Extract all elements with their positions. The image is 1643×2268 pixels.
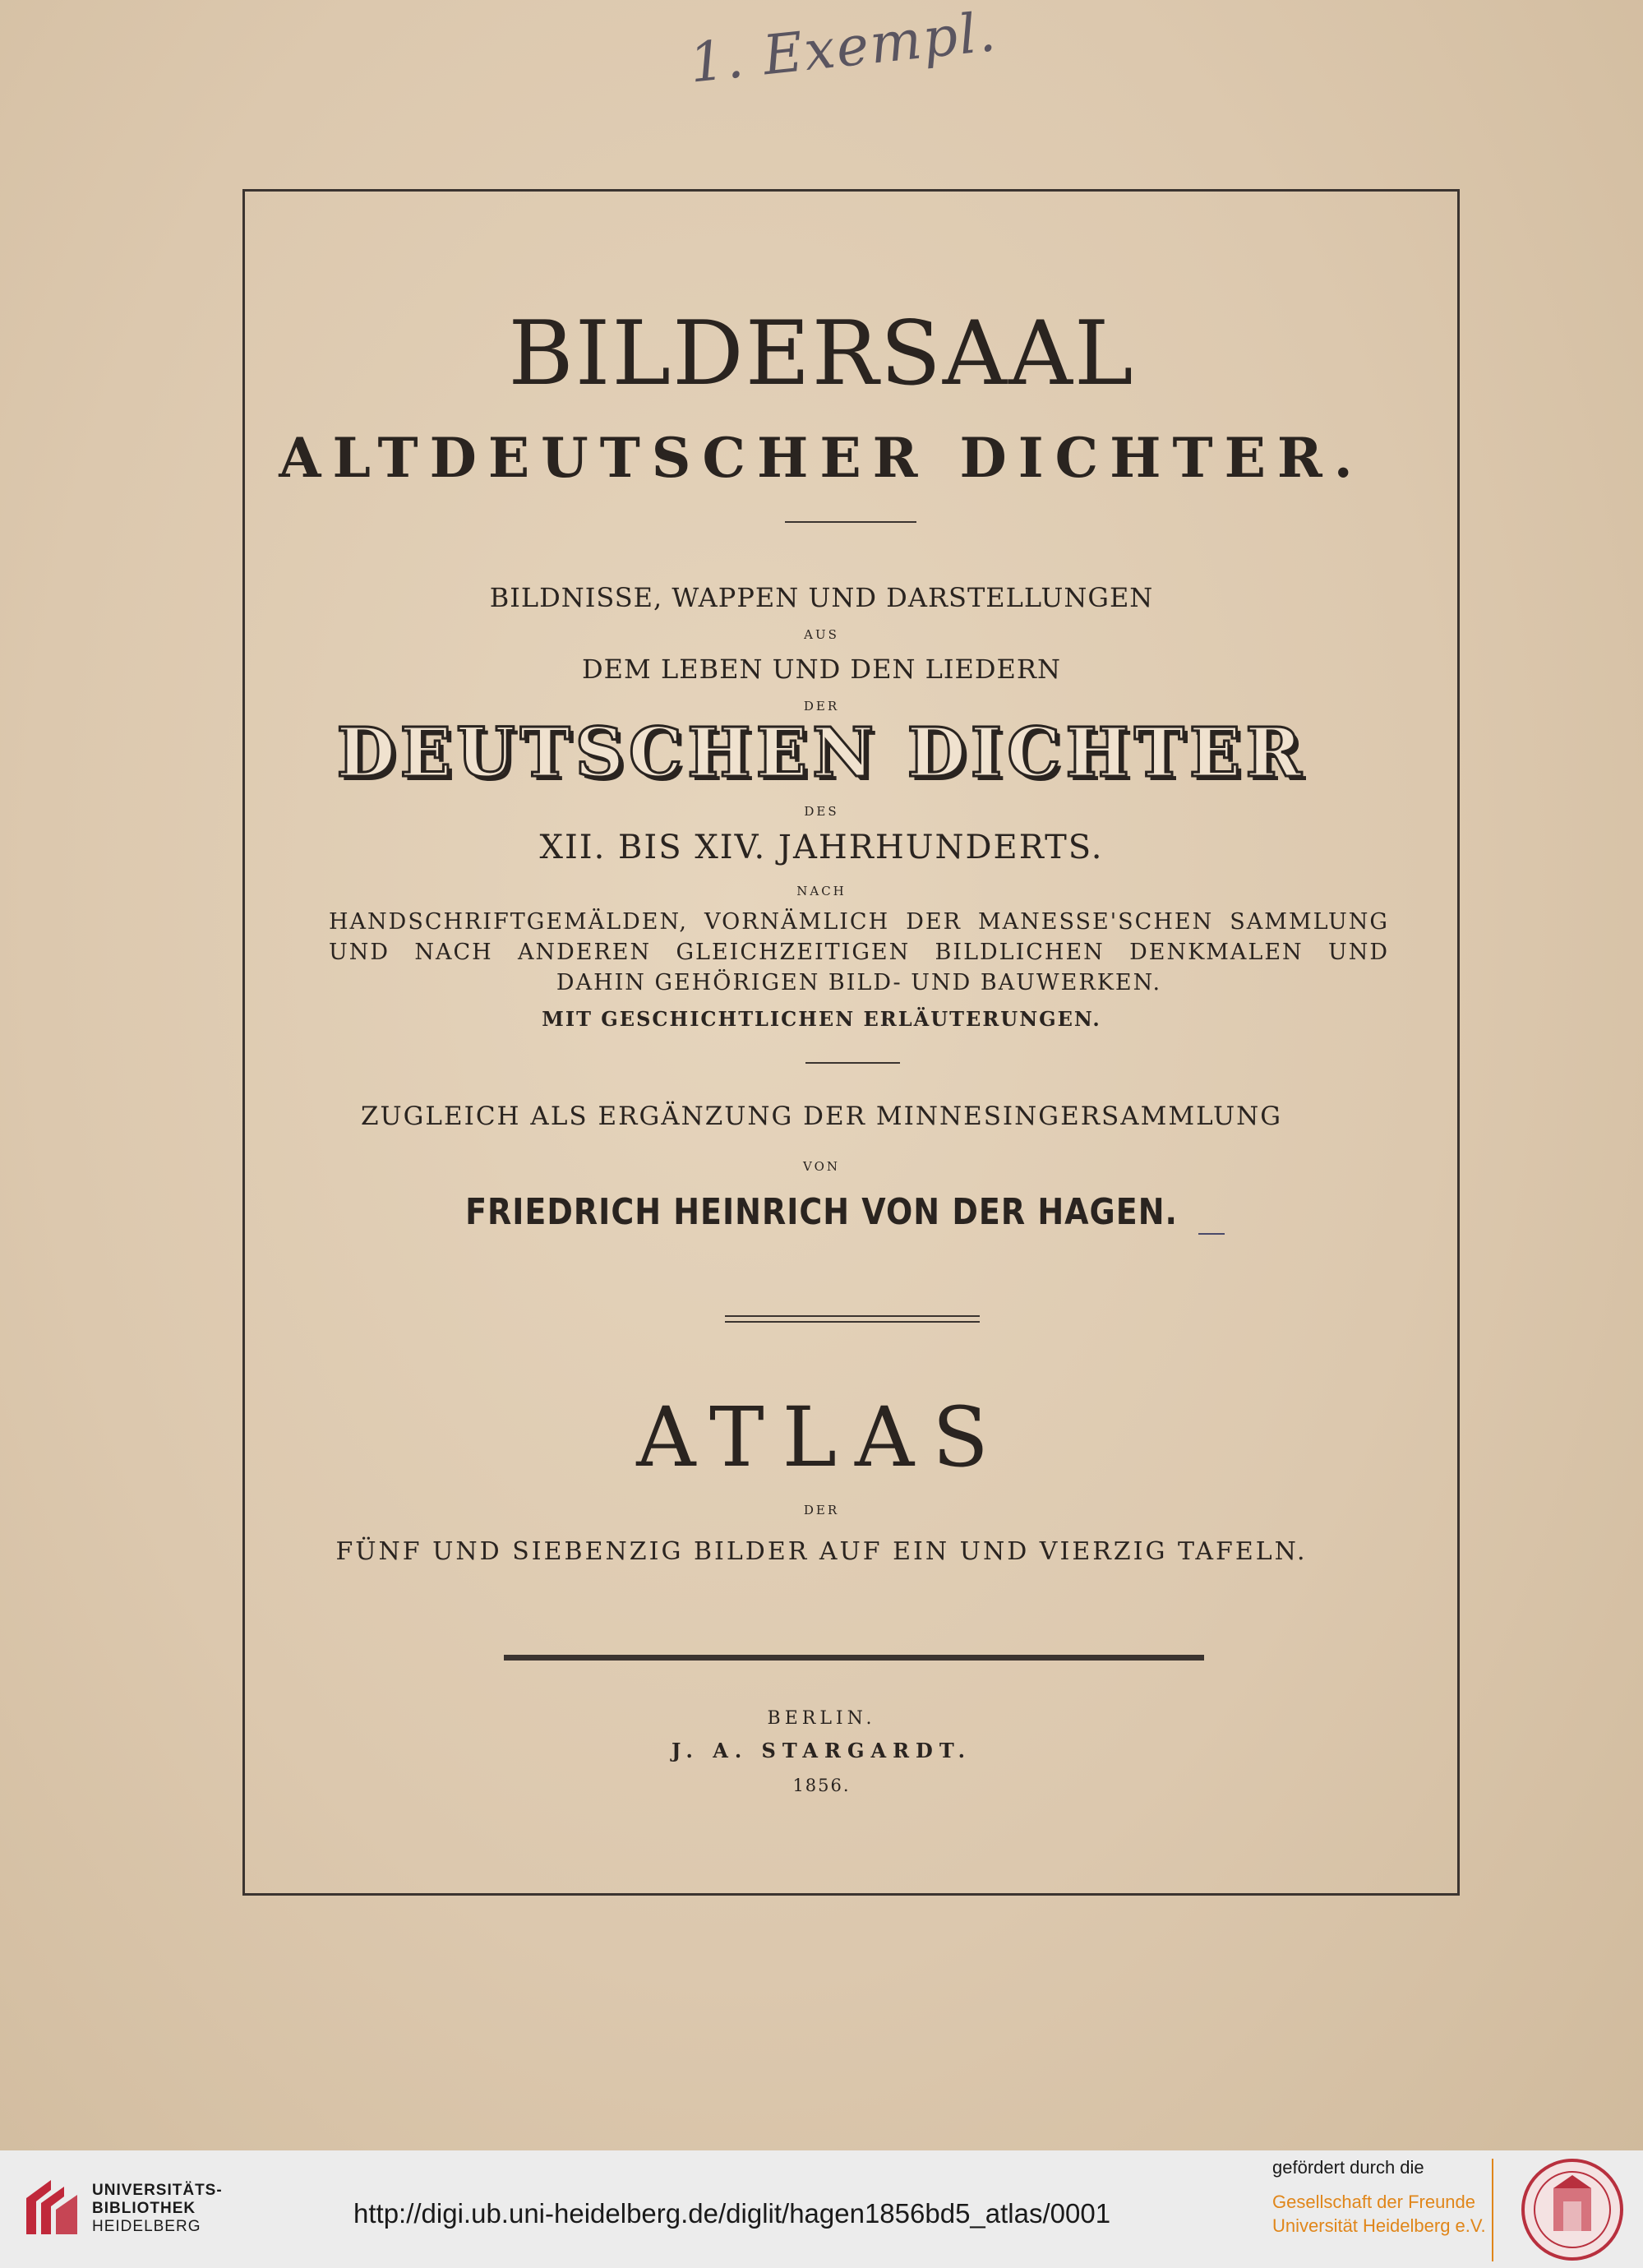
publication-year: 1856. bbox=[792, 1776, 851, 1795]
decorative-heading: DEUTSCHEN DICHTER bbox=[336, 714, 1307, 792]
connector-von: VON bbox=[803, 1159, 840, 1174]
connector-aus: AUS bbox=[804, 627, 839, 642]
sponsor-name-line-2: Universität Heidelberg e.V. bbox=[1272, 2215, 1486, 2236]
atlas-title: ATLAS bbox=[636, 1389, 1007, 1485]
divider-3a bbox=[725, 1315, 980, 1317]
subtitle: ALTDEUTSCHER DICHTER. bbox=[279, 426, 1364, 490]
publisher-name: J. A. STARGARDT. bbox=[672, 1739, 971, 1762]
library-name bbox=[92, 2182, 223, 2236]
publisher-city: BERLIN. bbox=[767, 1708, 876, 1729]
description-body: HANDSCHRIFTGEMÄLDEN, VORNÄMLICH DER MANESSE'SCHEN SAMMLUNG UND NACH ANDEREN GLEICHZEITIGEN BILDLICHEN DENKMALEN UND DAHIN GEHÖRIGEN BILD- UND BAUWERKEN. bbox=[329, 909, 1389, 995]
heavy-rule bbox=[504, 1655, 1204, 1661]
author-dash bbox=[1198, 1233, 1225, 1235]
supplement-line: ZUGLEICH ALS ERGÄNZUNG DER MINNESINGERSAMMLUNG bbox=[360, 1102, 1283, 1131]
description-line-2: DEM LEBEN UND DEN LIEDERN bbox=[582, 654, 1061, 685]
description-line-1: BILDNISSE, WAPPEN UND DARSTELLUNGEN bbox=[489, 582, 1154, 613]
divider-3b bbox=[725, 1321, 980, 1323]
library-name-line-1: UNIVERSITÄTS- bbox=[92, 2182, 223, 2199]
connector-nach: NACH bbox=[796, 884, 847, 898]
university-seal-icon bbox=[1511, 2155, 1634, 2264]
connector-des: DES bbox=[804, 804, 839, 819]
divider-1 bbox=[785, 521, 916, 523]
footer-bar bbox=[0, 2150, 1643, 2268]
description-line-3: XII. BIS XIV. JAHRHUNDERTS. bbox=[539, 829, 1104, 866]
description-line-4: MIT GESCHICHTLICHEN ERLÄUTERUNGEN. bbox=[542, 1007, 1101, 1031]
handwritten-note: 1. Exempl. bbox=[686, 0, 1000, 95]
sponsor-name-line-1: Gesellschaft der Freunde bbox=[1272, 2192, 1476, 2212]
connector-der-atlas: DER bbox=[803, 1503, 840, 1517]
funded-by-label: gefördert durch die bbox=[1272, 2157, 1424, 2178]
library-logo-icon[interactable] bbox=[18, 2173, 85, 2241]
sponsor-divider bbox=[1492, 2159, 1493, 2261]
atlas-subtitle: FÜNF UND SIEBENZIG BILDER AUF EIN UND VIERZIG TAFELN. bbox=[335, 1537, 1308, 1566]
library-name-line-2: BIBLIOTHEK bbox=[92, 2200, 196, 2217]
library-name-line-3: HEIDELBERG bbox=[92, 2218, 201, 2235]
main-title: BILDERSAAL bbox=[508, 303, 1135, 405]
connector-der: DER bbox=[803, 699, 840, 714]
divider-2 bbox=[805, 1062, 900, 1064]
author-name: FRIEDRICH HEINRICH VON DER HAGEN. bbox=[465, 1190, 1178, 1233]
sponsor-name[interactable] bbox=[1272, 2190, 1486, 2238]
permalink-url[interactable]: http://digi.ub.uni-heidelberg.de/diglit/hagen1856bd5_atlas/0001 bbox=[353, 2198, 1111, 2229]
